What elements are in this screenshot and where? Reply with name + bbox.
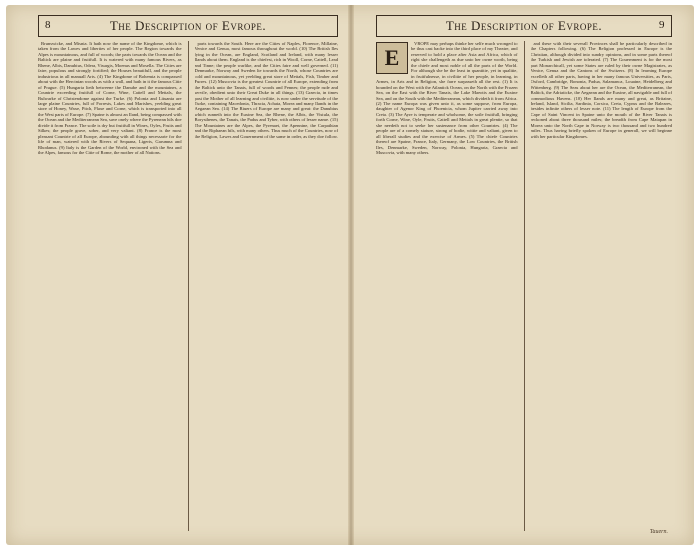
right-page-number: 9	[659, 19, 665, 31]
right-column-2	[531, 41, 673, 531]
right-page-title: The Description of Evrope.	[445, 18, 603, 33]
left-column-2	[195, 41, 339, 531]
right-page-columns	[376, 41, 672, 531]
left-page-columns	[38, 41, 338, 531]
left-column-1	[38, 41, 182, 531]
catchword: Tauern.	[649, 529, 668, 535]
drop-cap-initial: E	[376, 42, 408, 74]
right-page-header	[376, 15, 672, 37]
column-rule	[188, 41, 189, 531]
center-fold	[348, 5, 354, 545]
right-column-2-text: and these with their severall Provinces shall be particularly described in the Chapters following. (6) The Religion professed in Europe is the Christian, although divided into sundry opinions, and in some parts thereof the Turkish and Jewish are tolerated. (7) The Gouernment is for the most part Monarchicall, yet some States are ruled by their owne Magistrates, as Venice, Genua and the Cantons of the Switzers. (8) In learning Europe excelleth all other parts, having in her many famous Universities, as Paris, Oxford, Cambridge, Bononia, Padua, Salamanca, Louaine, Heidelberg and Wittenberg. (9) The Seas about her are the Ocean, the Mediterranean, the Baltick, the Adriaticke, the Aegaean and the Euxine, all navigable and full of commodious Havens. (10) Her Ilands are many and great, as Britaine, Ireland, Island, Sicilia, Sardinia, Corsica, Creta, Cyprus and the Baleares, besides infinite others of lesser note. (11) The length of Europe from the Cape of Saint Vincent in Spaine unto the mouth of the River Tanais is reckoned about three thousand miles; the breadth from Cape Matapan in Morea unto the North Cape in Norway is two thousand and two hundred miles. Thus having briefly spoken of Europe in generall, we will beginne with her particular Kingdomes.	[530, 41, 672, 139]
left-column-2-text: parts towards the South. Here are the Cities of Naples, Florence, Millaine, Venice and Genua, most famous throughout the world. (10) The British Iles lying in the Ocean, are England, Scotland and Ireland, with many lesser Ilands about them. England is the chiefest, rich in Wooll, Corne, Cattell, Lead and Tinne; the people warlike, and the Cities faire and well governed. (11) Denmarke, Norway and Sweden lie towards the North, whose Countries are cold and mountainous, yet yeelding great store of Mettals, Fish, Timber and Furres. (12) Muscovia is the greatest Countrie of all Europe, extending from the Baltick unto the Tanais, full of woods and Fennes; the people rude and servile, obedient unto their Great Duke in all things. (13) Graecia, in times past the Mother of all learning and civilitie, is now under the servitude of the Turke, containing Macedonia, Thracia, Achaia, Morea and many Ilands in the Aegaean Sea. (14) The Riuers of Europe are many and great: the Danubius which runneth into the Euxine Sea, the Rhene, the Albis, the Vistula, the Borysthenes, the Tanais, the Padus and Tyber, with others of lesser name. (15) The Mountaines are the Alpes, the Pyrenaei, the Apennine, the Carpathian and the Riphaean hils, with many others. Thus much of the Countries, now of the Religion, Lawes and Gouernment of the same in order, as they doe follow.	[194, 41, 338, 139]
left-page	[38, 15, 338, 537]
left-page-number: 8	[45, 19, 51, 31]
right-column-1-text: VROPE may perhaps thinke her selfe much wronged to be thus cast backe into the third place of my Theatre, and reserved to hold a place after Asia and Africa, which of right she challengeth as due unto her owne worth, being the chiefe and most noble of all the parts of the World. For although she be the least in quantitie, yet in qualitie, in fruitfulnesse, in civilitie of her people, in learning, in Armes, in Arts and in Religion, she farre surpasseth all the rest. (1) It is bounded on the West with the Atlantick Ocean, on the North with the Frozen Sea, on the East with the River Tanais, the Lake Maeotis and the Euxine Sea, and on the South with the Mediterranean, which divideth it from Africa. (2) The name Europa was given unto it, as some suppose, from Europa, daughter of Agenor King of Phoenicia, whom Jupiter carried away into Creta. (3) The Ayre is temperate and wholsome, the soile fruitfull, bringing forth Corne, Wine, Oyle, Fruits, Cattell and Mettals in great plentie, so that she needeth not to seeke her sustenance from other Countries. (4) The people are of a comely stature, strong of bodie, wittie and valiant, given to all liberall studies and the exercise of Armes. (5) The chiefe Countries thereof are Spaine, France, Italy, Germany, the Low Countries, the British Iles, Denmarke, Sweden, Norway, Polonia, Hungaria, Graecia and Muscovia, with many others.	[376, 41, 518, 156]
column-rule	[524, 41, 525, 531]
map-reverse-sheet	[6, 5, 694, 545]
right-page	[376, 15, 672, 537]
left-page-title: The Description of Evrope.	[109, 18, 267, 33]
left-page-header	[38, 15, 338, 37]
right-column-1	[376, 41, 518, 531]
left-column-1-text: Brunswicke, and Misnia. It hath now the name of the Kingdome, which is taken from the Lawes and liberties of her people. The Region towards the Alpes is mountainous, and full of woods; the parts towards the Ocean and the Baltick are plaine and fruitfull. It is watered with many famous Rivers, as Rhene, Albis, Danubius, Odera, Visurgis, Moenus and Mosella. The Cities are faire, populous and strongly fortified; the Houses beautifull, and the people industrious in all manuall Arts. (4) The Kingdome of Bohemia is compassed about with the Hercinian woods as with a wall, and hath in it the famous Citie of Prague. (5) Hungaria lieth betweene the Danube and the mountaines, a Countrie exceeding fruitfull of Corne, Wine, Cattell and Mettals, the Bulwarke of Christendome against the Turke. (6) Polonia and Lituania are large plaine Countries, full of Forrests, Lakes and Marishes, yeelding great store of Honey, Waxe, Pitch, Flaxe and Corne, which is transported into all the West parts of Europe. (7) Spaine is almost an Iland, being compassed with the Ocean and the Mediterranean Sea, save onely where the Pyrenean hils doe divide it from France. The soile is dry but fruitfull in Wines, Oyles, Fruits and Silkes; the people grave, sober, and very valiant. (8) France is the most pleasant Countrie of all Europe, abounding with all things necessarie for the life of man, watered with the Rivers of Sequana, Ligeris, Garumna and Rhodanus. (9) Italy is the Garden of the World, environed with the Sea and the Alpes, famous for the Citie of Rome, the mother of all Nations.	[38, 41, 182, 156]
